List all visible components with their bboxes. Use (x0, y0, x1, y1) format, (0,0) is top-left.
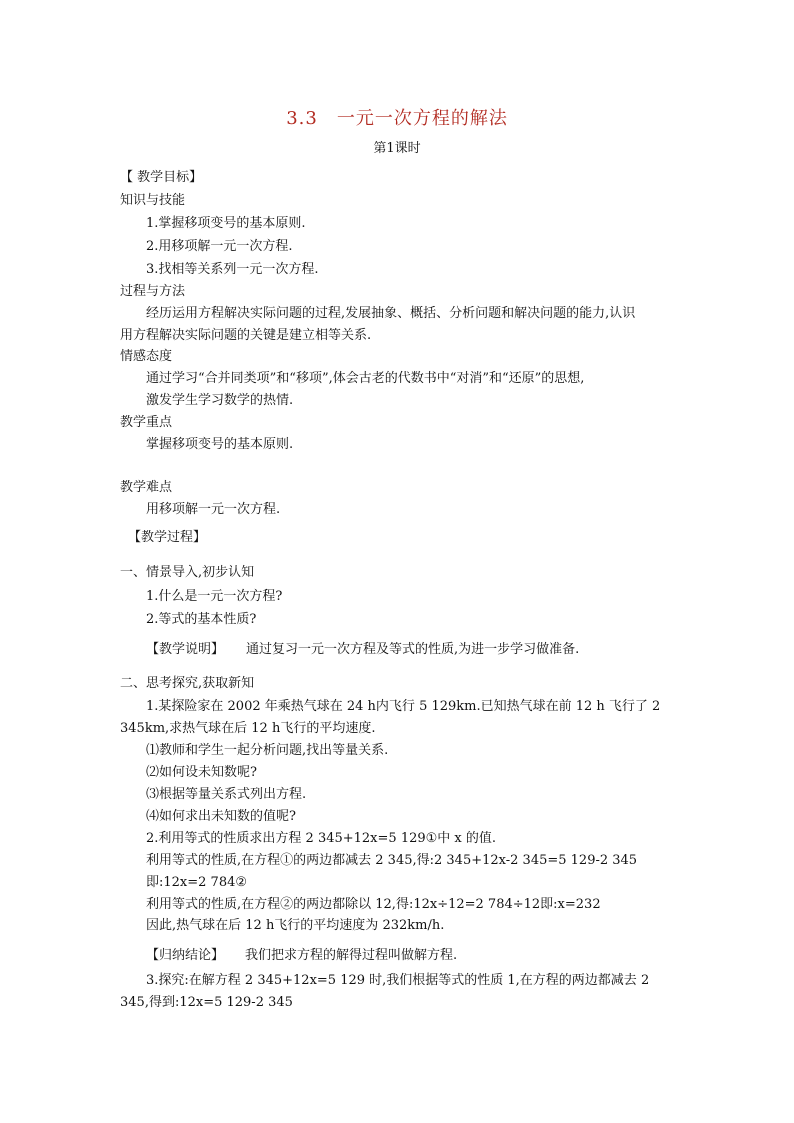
lesson-period: 第1课时 (373, 141, 421, 156)
process-method-text: 经历运用方程解决实际问题的过程,发展抽象、概括、分析问题和解决问题的能力,认识 (146, 306, 636, 321)
problem-text: 1.某探险家在 2002 年乘热气球在 24 h内飞行 5 129km.已知热气球在前 12 h 飞行了 2 (146, 699, 661, 714)
knowledge-item: 2.用移项解一元一次方程. (146, 239, 293, 254)
conclusion-label: 【归纳结论】 (146, 948, 225, 963)
solution-step: 即:12x=2 784② (146, 875, 248, 890)
knowledge-item: 3.找相等关系列一元一次方程. (146, 262, 319, 277)
solution-step: 利用等式的性质,在方程②的两边都除以 12,得:12x÷12=2 784÷12即:x=232 (146, 897, 601, 912)
problem-text-cont: 345km,求热气球在后 12 h飞行的平均速度. (120, 721, 376, 736)
keypoint-label: 教学重点 (120, 415, 173, 430)
knowledge-item: 1.掌握移项变号的基本原则. (146, 216, 306, 231)
difficulty-label: 教学难点 (120, 480, 173, 495)
solution-answer: 因此,热气球在后 12 h飞行的平均速度为 232km/h. (146, 918, 445, 933)
attitude-label: 情感态度 (120, 349, 173, 364)
question-two: 2.利用等式的性质求出方程 2 345+12x=5 129①中 x 的值. (146, 831, 497, 846)
analysis-step: ⑶根据等量关系式列出方程. (146, 787, 307, 802)
analysis-step: ⑷如何求出未知数的值呢? (146, 809, 296, 824)
process-method-label: 过程与方法 (120, 284, 186, 299)
keypoint-text: 掌握移项变号的基本原则. (146, 437, 294, 452)
question-item: 1.什么是一元一次方程? (146, 589, 283, 604)
question-item: 2.等式的基本性质? (146, 612, 257, 627)
teaching-note-label: 【教学说明】 (146, 642, 225, 657)
conclusion-text: 我们把求方程的解得过程叫做解方程. (245, 948, 458, 963)
analysis-step: ⑴教师和学生一起分析问题,找出等量关系. (146, 743, 389, 758)
analysis-step: ⑵如何设未知数呢? (146, 765, 257, 780)
page-title: 3.3 一元一次方程的解法 (286, 108, 508, 129)
process-heading: 【教学过程】 (128, 530, 207, 545)
knowledge-label: 知识与技能 (120, 193, 186, 208)
section-title: 二、思考探究,获取新知 (120, 676, 255, 691)
attitude-text: 通过学习“合并同类项”和“移项”,体会古老的代数书中“对消”和“还原”的思想, (146, 371, 585, 386)
attitude-text-cont: 激发学生学习数学的热情. (146, 393, 294, 408)
difficulty-text: 用移项解一元一次方程. (146, 502, 281, 517)
question-three-cont: 345,得到:12x=5 129-2 345 (120, 995, 293, 1010)
teaching-note-text: 通过复习一元一次方程及等式的性质,为进一步学习做准备. (246, 642, 580, 657)
question-three: 3.探究:在解方程 2 345+12x=5 129 时,我们根据等式的性质 1,在方程的两边都减去 2 (146, 973, 650, 988)
process-method-text-cont: 用方程解决实际问题的关键是建立相等关系. (120, 328, 372, 343)
objectives-heading: 【 教学目标】 (120, 170, 203, 185)
solution-step: 利用等式的性质,在方程①的两边都减去 2 345,得:2 345+12x-2 345=5 129-2 345 (146, 853, 638, 868)
section-title: 一、情景导入,初步认知 (120, 565, 255, 580)
